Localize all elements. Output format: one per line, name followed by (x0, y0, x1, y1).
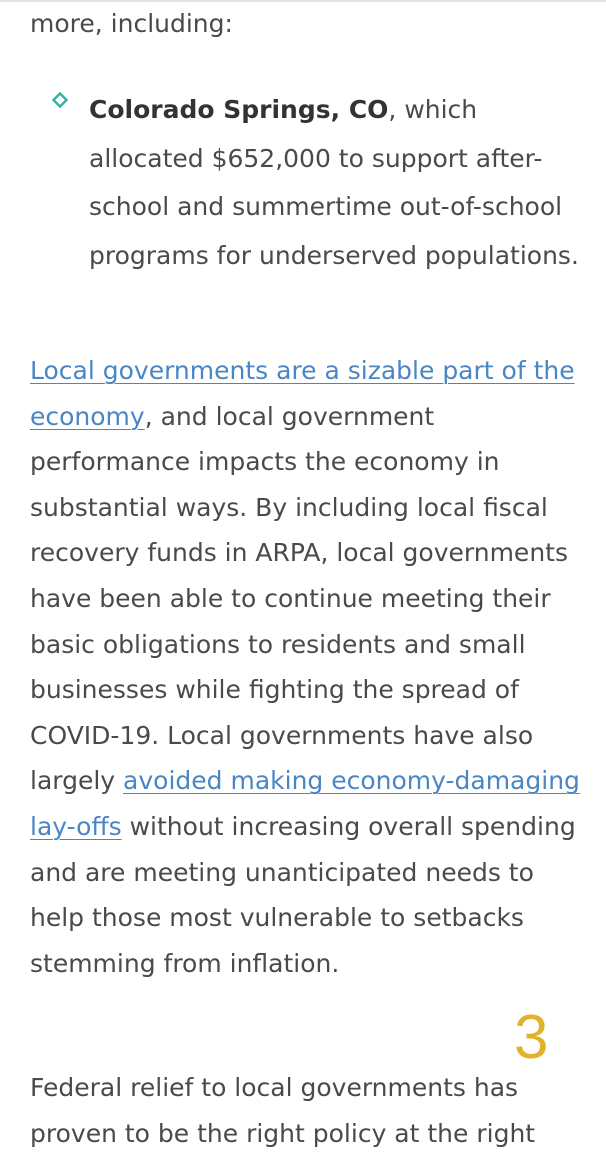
paragraph-local-governments (30, 348, 590, 986)
bullet-lead: Colorado Springs, CO (89, 95, 389, 124)
paragraph-federal-relief: Federal relief to local governments has proven to be the right policy at the right (30, 1073, 536, 1148)
diamond-outline-icon (52, 92, 68, 108)
page-number: 3 (514, 1003, 549, 1072)
paragraph-text-1: , and local government performance impacts the economy in substantial ways. By including local fiscal recovery funds in ARPA, local governments have been able to continue meeting their basic obligations to residents and small businesses while fighting the spread of COVID-19. Local governments have also largely (30, 401, 568, 796)
top-divider (0, 0, 606, 2)
paragraph-text-2: without increasing overall spending and are meeting unanticipated needs to help those most vulnerable to setbacks stemming from inflation. (30, 811, 576, 978)
link-avoided-layoffs[interactable]: avoided making economy-damaging lay-offs (30, 766, 580, 841)
bullet-text (89, 86, 584, 280)
intro-text: more, including: (30, 9, 233, 38)
bullet-rest: , which allocated $652,000 to support after-school and summertime out-of-school programs for underserved populations. (89, 95, 579, 270)
link-sizable-part-of-economy[interactable]: Local governments are a sizable part of the economy (30, 356, 575, 431)
